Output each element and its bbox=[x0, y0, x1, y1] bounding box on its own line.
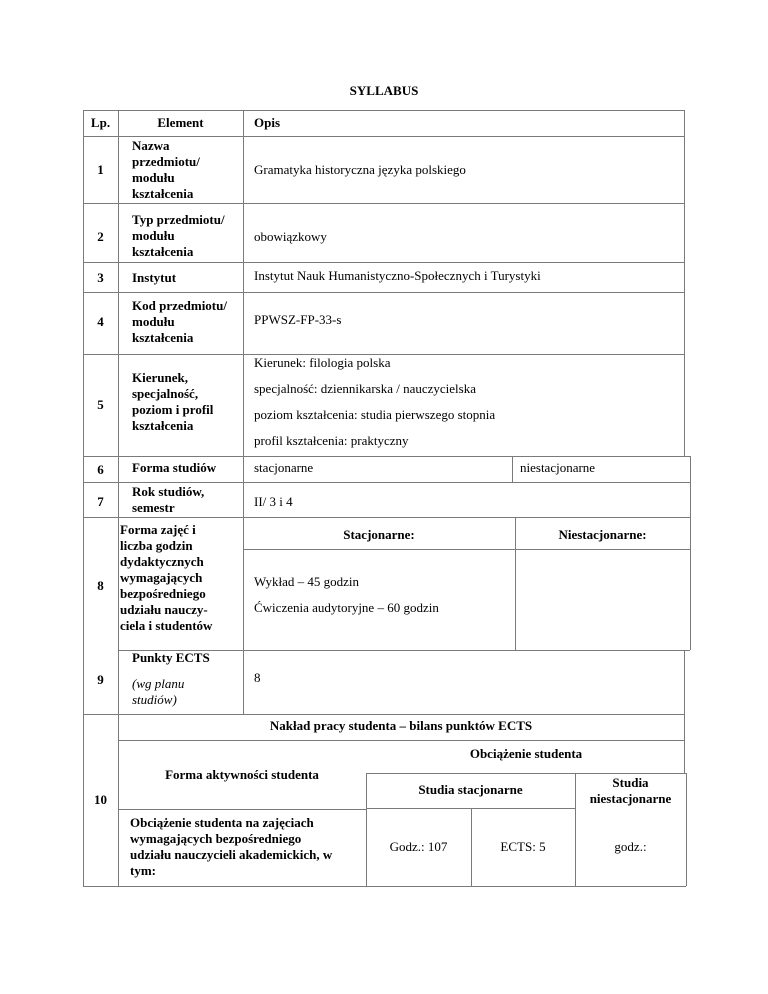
part-time-header: Niestacjonarne: bbox=[558, 527, 647, 542]
specialization: specjalność: dziennikarska / nauczycielska bbox=[254, 381, 476, 396]
column-header-lp: Lp. bbox=[90, 115, 111, 130]
row-element-label: Forma zajęć i liczba godzin dydaktycznych wymagających bezpośredniego udziału nauczy- ciela i studentów bbox=[120, 522, 213, 633]
row-element-note: (wg planu studiów) bbox=[132, 676, 185, 707]
institute-name: Instytut Nauk Humanistyczno-Społecznych i Turystyki bbox=[254, 268, 541, 283]
row-number: 6 bbox=[97, 462, 104, 477]
study-profile: profil kształcenia: praktyczny bbox=[254, 433, 409, 448]
year-semester: II/ 3 i 4 bbox=[254, 494, 293, 509]
row-element-label: Rok studiów, semestr bbox=[132, 484, 205, 515]
row-number: 8 bbox=[97, 578, 104, 593]
row-number: 4 bbox=[97, 314, 104, 329]
row-number: 1 bbox=[97, 162, 104, 177]
row-element-label: Nazwa przedmiotu/ modułu kształcenia bbox=[132, 138, 200, 201]
ects-balance-header: Nakład pracy studenta – bilans punktów ECTS bbox=[269, 718, 533, 733]
row-number: 10 bbox=[94, 792, 107, 807]
row-element-label: Typ przedmiotu/ modułu kształcenia bbox=[132, 212, 225, 259]
study-level: poziom kształcenia: studia pierwszego stopnia bbox=[254, 407, 496, 422]
course-type: obowiązkowy bbox=[254, 229, 327, 244]
study-mode-full-time: stacjonarne bbox=[254, 460, 314, 475]
part-time-hours: godz.: bbox=[614, 839, 647, 854]
full-time-ects: ECTS: 5 bbox=[500, 839, 546, 854]
student-load-header: Obciążenie studenta bbox=[469, 746, 583, 761]
course-name: Gramatyka historyczna języka polskiego bbox=[254, 162, 466, 177]
row-number: 9 bbox=[97, 672, 104, 687]
row-number: 7 bbox=[97, 494, 104, 509]
column-header-opis: Opis bbox=[254, 115, 281, 130]
row-element-label: Instytut bbox=[132, 270, 177, 285]
exercise-hours: Ćwiczenia audytoryjne – 60 godzin bbox=[254, 600, 439, 615]
full-time-header: Stacjonarne: bbox=[343, 527, 415, 542]
study-mode-part-time: niestacjonarne bbox=[520, 460, 596, 475]
row-element-label: Kod przedmiotu/ modułu kształcenia bbox=[132, 298, 227, 345]
full-time-hours: Godz.: 107 bbox=[389, 839, 448, 854]
full-time-studies-header: Studia stacjonarne bbox=[418, 782, 523, 797]
row-number: 2 bbox=[97, 229, 104, 244]
document-title: SYLLABUS bbox=[349, 83, 419, 98]
row-element-label: Punkty ECTS bbox=[132, 650, 210, 665]
column-header-element: Element bbox=[157, 115, 204, 130]
row-number: 5 bbox=[97, 397, 104, 412]
part-time-studies-header: Studia niestacjonarne bbox=[589, 775, 672, 806]
row-number: 3 bbox=[97, 270, 104, 285]
ects-points: 8 bbox=[254, 670, 261, 685]
course-code: PPWSZ-FP-33-s bbox=[254, 312, 342, 327]
lecture-hours: Wykład – 45 godzin bbox=[254, 574, 360, 589]
field-of-study: Kierunek: filologia polska bbox=[254, 355, 391, 370]
contact-hours-activity: Obciążenie studenta na zajęciach wymagających bezpośredniego udziału nauczycieli akademickich, w tym: bbox=[130, 815, 333, 878]
row-element-label: Forma studiów bbox=[132, 460, 217, 475]
activity-form-header: Forma aktywności studenta bbox=[165, 767, 319, 782]
row-element-label: Kierunek, specjalność, poziom i profil kształcenia bbox=[132, 370, 214, 433]
